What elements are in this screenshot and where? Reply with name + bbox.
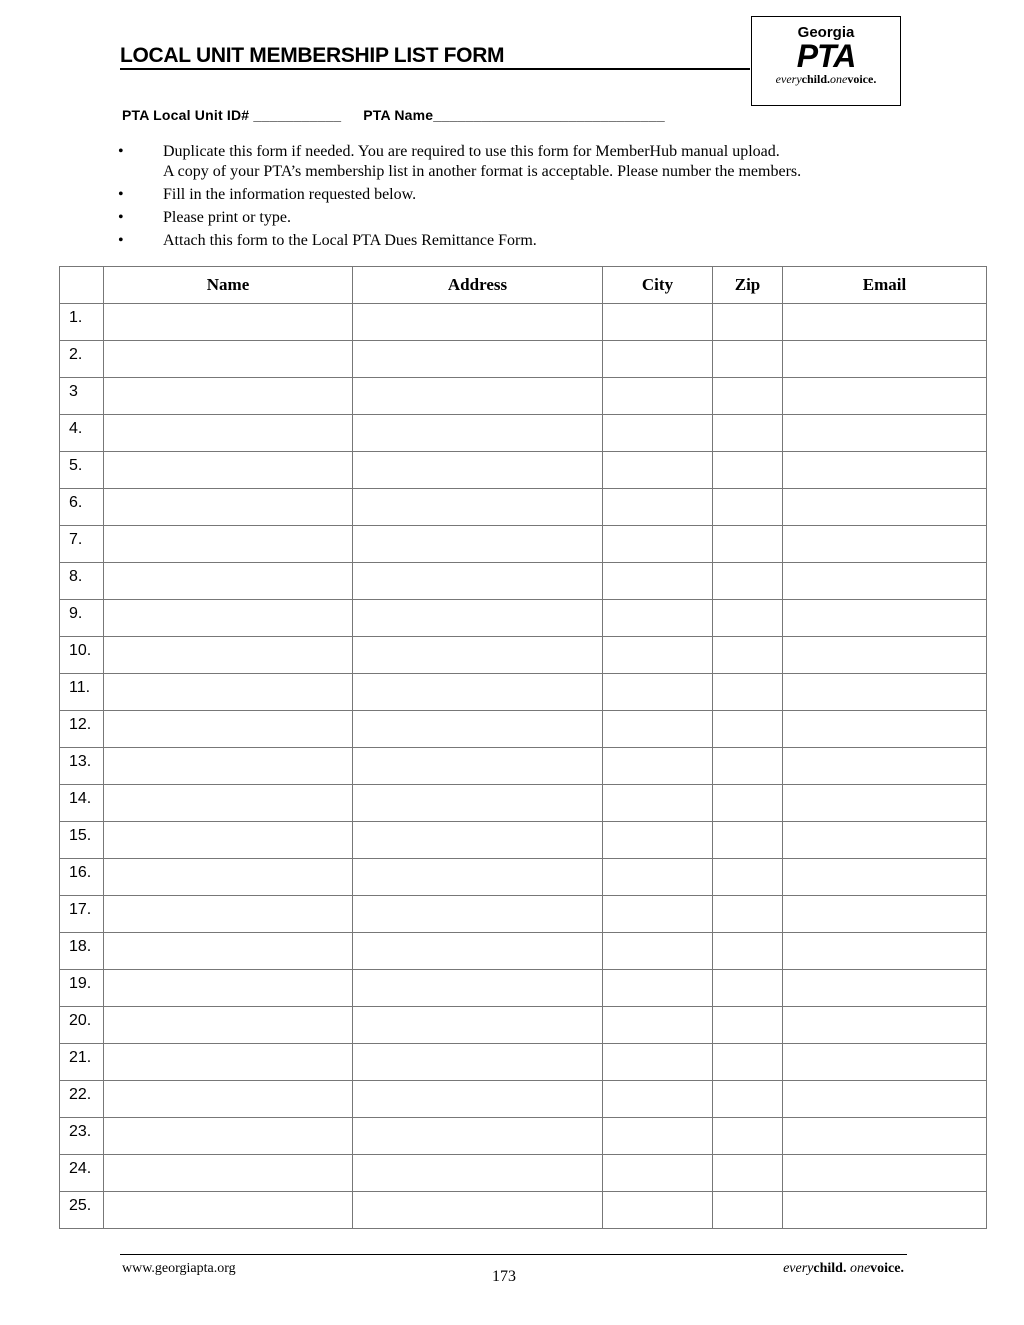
table-row — [60, 526, 987, 563]
row-number: 23. — [60, 1118, 104, 1155]
row-number: 13. — [60, 748, 104, 785]
city-cell[interactable] — [603, 1044, 713, 1081]
column-header-zip: Zip — [713, 267, 783, 304]
zip-cell[interactable] — [713, 711, 783, 748]
row-number: 4. — [60, 415, 104, 452]
email-cell[interactable] — [783, 452, 987, 489]
table-row — [60, 1081, 987, 1118]
logo-tagline-voice: voice. — [847, 72, 877, 86]
table-row — [60, 970, 987, 1007]
address-cell[interactable] — [353, 1044, 603, 1081]
row-number: 9. — [60, 600, 104, 637]
zip-cell[interactable] — [713, 378, 783, 415]
zip-cell[interactable] — [713, 748, 783, 785]
city-cell[interactable] — [603, 637, 713, 674]
address-cell[interactable] — [353, 489, 603, 526]
email-cell[interactable] — [783, 1192, 987, 1229]
footer-tagline-every: every — [783, 1261, 814, 1276]
instruction-item — [112, 208, 801, 228]
unit-info-line — [122, 107, 665, 123]
name-cell[interactable] — [104, 304, 353, 341]
name-cell[interactable] — [104, 415, 353, 452]
row-number: 10. — [60, 637, 104, 674]
email-cell[interactable] — [783, 415, 987, 452]
row-number: 6. — [60, 489, 104, 526]
page-number: 173 — [492, 1268, 516, 1285]
name-cell[interactable] — [104, 378, 353, 415]
zip-cell[interactable] — [713, 1118, 783, 1155]
zip-cell[interactable] — [713, 1044, 783, 1081]
city-cell[interactable] — [603, 452, 713, 489]
name-cell[interactable] — [104, 1118, 353, 1155]
row-number: 14. — [60, 785, 104, 822]
city-cell[interactable] — [603, 1192, 713, 1229]
instruction-text: Duplicate this form if needed. You are required to use this form for MemberHub manual upload. — [163, 143, 780, 160]
instruction-text: Attach this form to the Local PTA Dues Remittance Form. — [163, 232, 537, 249]
row-number: 5. — [60, 452, 104, 489]
column-header-email: Email — [783, 267, 987, 304]
table-row — [60, 600, 987, 637]
zip-cell[interactable] — [713, 600, 783, 637]
email-cell[interactable] — [783, 933, 987, 970]
table-row — [60, 1118, 987, 1155]
email-cell[interactable] — [783, 785, 987, 822]
footer-tagline — [783, 1261, 904, 1277]
column-header-address: Address — [353, 267, 603, 304]
name-cell[interactable] — [104, 1044, 353, 1081]
email-cell[interactable] — [783, 563, 987, 600]
address-cell[interactable] — [353, 896, 603, 933]
city-cell[interactable] — [603, 304, 713, 341]
email-cell[interactable] — [783, 1007, 987, 1044]
instruction-item — [112, 185, 801, 205]
row-number: 11. — [60, 674, 104, 711]
zip-cell[interactable] — [713, 970, 783, 1007]
city-cell[interactable] — [603, 1081, 713, 1118]
logo-state: Georgia — [797, 24, 855, 41]
email-cell[interactable] — [783, 1081, 987, 1118]
instruction-text: Please print or type. — [163, 209, 291, 226]
zip-cell[interactable] — [713, 896, 783, 933]
table-row — [60, 859, 987, 896]
row-number: 22. — [60, 1081, 104, 1118]
address-cell[interactable] — [353, 415, 603, 452]
zip-cell[interactable] — [713, 341, 783, 378]
table-row — [60, 933, 987, 970]
row-number: 19. — [60, 970, 104, 1007]
row-number: 15. — [60, 822, 104, 859]
city-cell[interactable] — [603, 674, 713, 711]
address-cell[interactable] — [353, 785, 603, 822]
address-cell[interactable] — [353, 859, 603, 896]
city-cell[interactable] — [603, 1155, 713, 1192]
name-cell[interactable] — [104, 1192, 353, 1229]
city-cell[interactable] — [603, 822, 713, 859]
name-cell[interactable] — [104, 1007, 353, 1044]
table-row — [60, 785, 987, 822]
name-cell[interactable] — [104, 785, 353, 822]
row-number: 16. — [60, 859, 104, 896]
table-row — [60, 415, 987, 452]
city-cell[interactable] — [603, 489, 713, 526]
table-row — [60, 896, 987, 933]
city-cell[interactable] — [603, 1118, 713, 1155]
address-cell[interactable] — [353, 1007, 603, 1044]
address-cell[interactable] — [353, 304, 603, 341]
table-row — [60, 304, 987, 341]
city-cell[interactable] — [603, 933, 713, 970]
table-row — [60, 452, 987, 489]
address-cell[interactable] — [353, 933, 603, 970]
city-cell[interactable] — [603, 600, 713, 637]
city-cell[interactable] — [603, 1007, 713, 1044]
email-cell[interactable] — [783, 304, 987, 341]
row-number: 25. — [60, 1192, 104, 1229]
bullet-icon: • — [118, 232, 124, 249]
logo-org: PTA — [796, 38, 856, 74]
row-number: 3 — [60, 378, 104, 415]
address-cell[interactable] — [353, 1192, 603, 1229]
row-number: 21. — [60, 1044, 104, 1081]
table-body — [60, 304, 987, 1229]
address-cell[interactable] — [353, 1155, 603, 1192]
table-row — [60, 378, 987, 415]
bullet-icon: • — [118, 186, 124, 203]
membership-table — [59, 266, 987, 1229]
table-row — [60, 1044, 987, 1081]
address-cell[interactable] — [353, 1118, 603, 1155]
table-row — [60, 637, 987, 674]
address-cell[interactable] — [353, 1081, 603, 1118]
table-row — [60, 563, 987, 600]
zip-cell[interactable] — [713, 1081, 783, 1118]
city-cell[interactable] — [603, 859, 713, 896]
email-cell[interactable] — [783, 1118, 987, 1155]
email-cell[interactable] — [783, 341, 987, 378]
form-title: LOCAL UNIT MEMBERSHIP LIST FORM — [120, 44, 750, 70]
name-cell[interactable] — [104, 970, 353, 1007]
zip-cell[interactable] — [713, 859, 783, 896]
email-cell[interactable] — [783, 859, 987, 896]
zip-cell[interactable] — [713, 1155, 783, 1192]
name-cell[interactable] — [104, 341, 353, 378]
city-cell[interactable] — [603, 970, 713, 1007]
table-row — [60, 1007, 987, 1044]
table-row — [60, 748, 987, 785]
table-row — [60, 711, 987, 748]
row-number: 20. — [60, 1007, 104, 1044]
address-cell[interactable] — [353, 748, 603, 785]
email-cell[interactable] — [783, 637, 987, 674]
logo-tagline — [752, 71, 900, 87]
address-cell[interactable] — [353, 563, 603, 600]
bullet-icon: • — [118, 209, 124, 226]
name-cell[interactable] — [104, 1081, 353, 1118]
zip-cell[interactable] — [713, 489, 783, 526]
instructions-list — [112, 142, 801, 254]
table-row — [60, 1192, 987, 1229]
name-cell[interactable] — [104, 637, 353, 674]
address-cell[interactable] — [353, 378, 603, 415]
instruction-text: Fill in the information requested below. — [163, 186, 417, 203]
logo-tagline-child: child. — [801, 72, 830, 86]
table-row — [60, 674, 987, 711]
city-cell[interactable] — [603, 563, 713, 600]
city-cell[interactable] — [603, 785, 713, 822]
name-cell[interactable] — [104, 526, 353, 563]
city-cell[interactable] — [603, 341, 713, 378]
logo-tagline-one: one — [830, 72, 848, 86]
row-number: 2. — [60, 341, 104, 378]
row-number: 17. — [60, 896, 104, 933]
logo-tagline-every: every — [775, 72, 802, 86]
zip-cell[interactable] — [713, 1192, 783, 1229]
zip-cell[interactable] — [713, 563, 783, 600]
instruction-item — [112, 231, 801, 251]
row-number: 18. — [60, 933, 104, 970]
instruction-item — [112, 142, 801, 182]
address-cell[interactable] — [353, 600, 603, 637]
name-cell[interactable] — [104, 711, 353, 748]
footer-tagline-voice: voice. — [870, 1261, 904, 1276]
name-cell[interactable] — [104, 896, 353, 933]
row-number: 7. — [60, 526, 104, 563]
address-cell[interactable] — [353, 637, 603, 674]
name-cell[interactable] — [104, 489, 353, 526]
city-cell[interactable] — [603, 711, 713, 748]
city-cell[interactable] — [603, 415, 713, 452]
zip-cell[interactable] — [713, 526, 783, 563]
table-row — [60, 1155, 987, 1192]
city-cell[interactable] — [603, 896, 713, 933]
name-cell[interactable] — [104, 674, 353, 711]
zip-cell[interactable] — [713, 637, 783, 674]
zip-cell[interactable] — [713, 1007, 783, 1044]
table-row — [60, 822, 987, 859]
name-cell[interactable] — [104, 563, 353, 600]
email-cell[interactable] — [783, 1155, 987, 1192]
email-cell[interactable] — [783, 1044, 987, 1081]
name-cell[interactable] — [104, 822, 353, 859]
email-cell[interactable] — [783, 748, 987, 785]
zip-cell[interactable] — [713, 452, 783, 489]
address-cell[interactable] — [353, 822, 603, 859]
row-number: 12. — [60, 711, 104, 748]
column-header-name: Name — [104, 267, 353, 304]
zip-cell[interactable] — [713, 674, 783, 711]
address-cell[interactable] — [353, 674, 603, 711]
name-cell[interactable] — [104, 1155, 353, 1192]
address-cell[interactable] — [353, 341, 603, 378]
zip-cell[interactable] — [713, 785, 783, 822]
table-header-row — [60, 267, 987, 304]
email-cell[interactable] — [783, 711, 987, 748]
email-cell[interactable] — [783, 674, 987, 711]
address-cell[interactable] — [353, 711, 603, 748]
column-header-number — [60, 267, 104, 304]
email-cell[interactable] — [783, 378, 987, 415]
email-cell[interactable] — [783, 896, 987, 933]
georgia-pta-logo — [751, 16, 901, 106]
city-cell[interactable] — [603, 748, 713, 785]
email-cell[interactable] — [783, 600, 987, 637]
name-cell[interactable] — [104, 859, 353, 896]
address-cell[interactable] — [353, 526, 603, 563]
email-cell[interactable] — [783, 489, 987, 526]
footer-tagline-one: one — [849, 1261, 871, 1276]
city-cell[interactable] — [603, 526, 713, 563]
name-cell[interactable] — [104, 600, 353, 637]
instruction-text: A copy of your PTA’s membership list in another format is acceptable. Please number the members. — [163, 163, 802, 180]
row-number: 8. — [60, 563, 104, 600]
zip-cell[interactable] — [713, 933, 783, 970]
column-header-city: City — [603, 267, 713, 304]
pta-name-field[interactable]: PTA Name_____________________________ — [363, 107, 665, 123]
row-number: 1. — [60, 304, 104, 341]
address-cell[interactable] — [353, 970, 603, 1007]
name-cell[interactable] — [104, 748, 353, 785]
email-cell[interactable] — [783, 526, 987, 563]
bullet-icon: • — [118, 143, 124, 160]
zip-cell[interactable] — [713, 304, 783, 341]
table-row — [60, 489, 987, 526]
name-cell[interactable] — [104, 933, 353, 970]
row-number: 24. — [60, 1155, 104, 1192]
address-cell[interactable] — [353, 452, 603, 489]
email-cell[interactable] — [783, 970, 987, 1007]
footer-website: www.georgiapta.org — [122, 1261, 236, 1276]
zip-cell[interactable] — [713, 415, 783, 452]
footer-tagline-child: child. — [813, 1261, 847, 1276]
name-cell[interactable] — [104, 452, 353, 489]
footer-divider — [120, 1254, 907, 1255]
unit-id-field[interactable]: PTA Local Unit ID# ___________ — [122, 107, 342, 123]
city-cell[interactable] — [603, 378, 713, 415]
email-cell[interactable] — [783, 822, 987, 859]
table-row — [60, 341, 987, 378]
zip-cell[interactable] — [713, 822, 783, 859]
